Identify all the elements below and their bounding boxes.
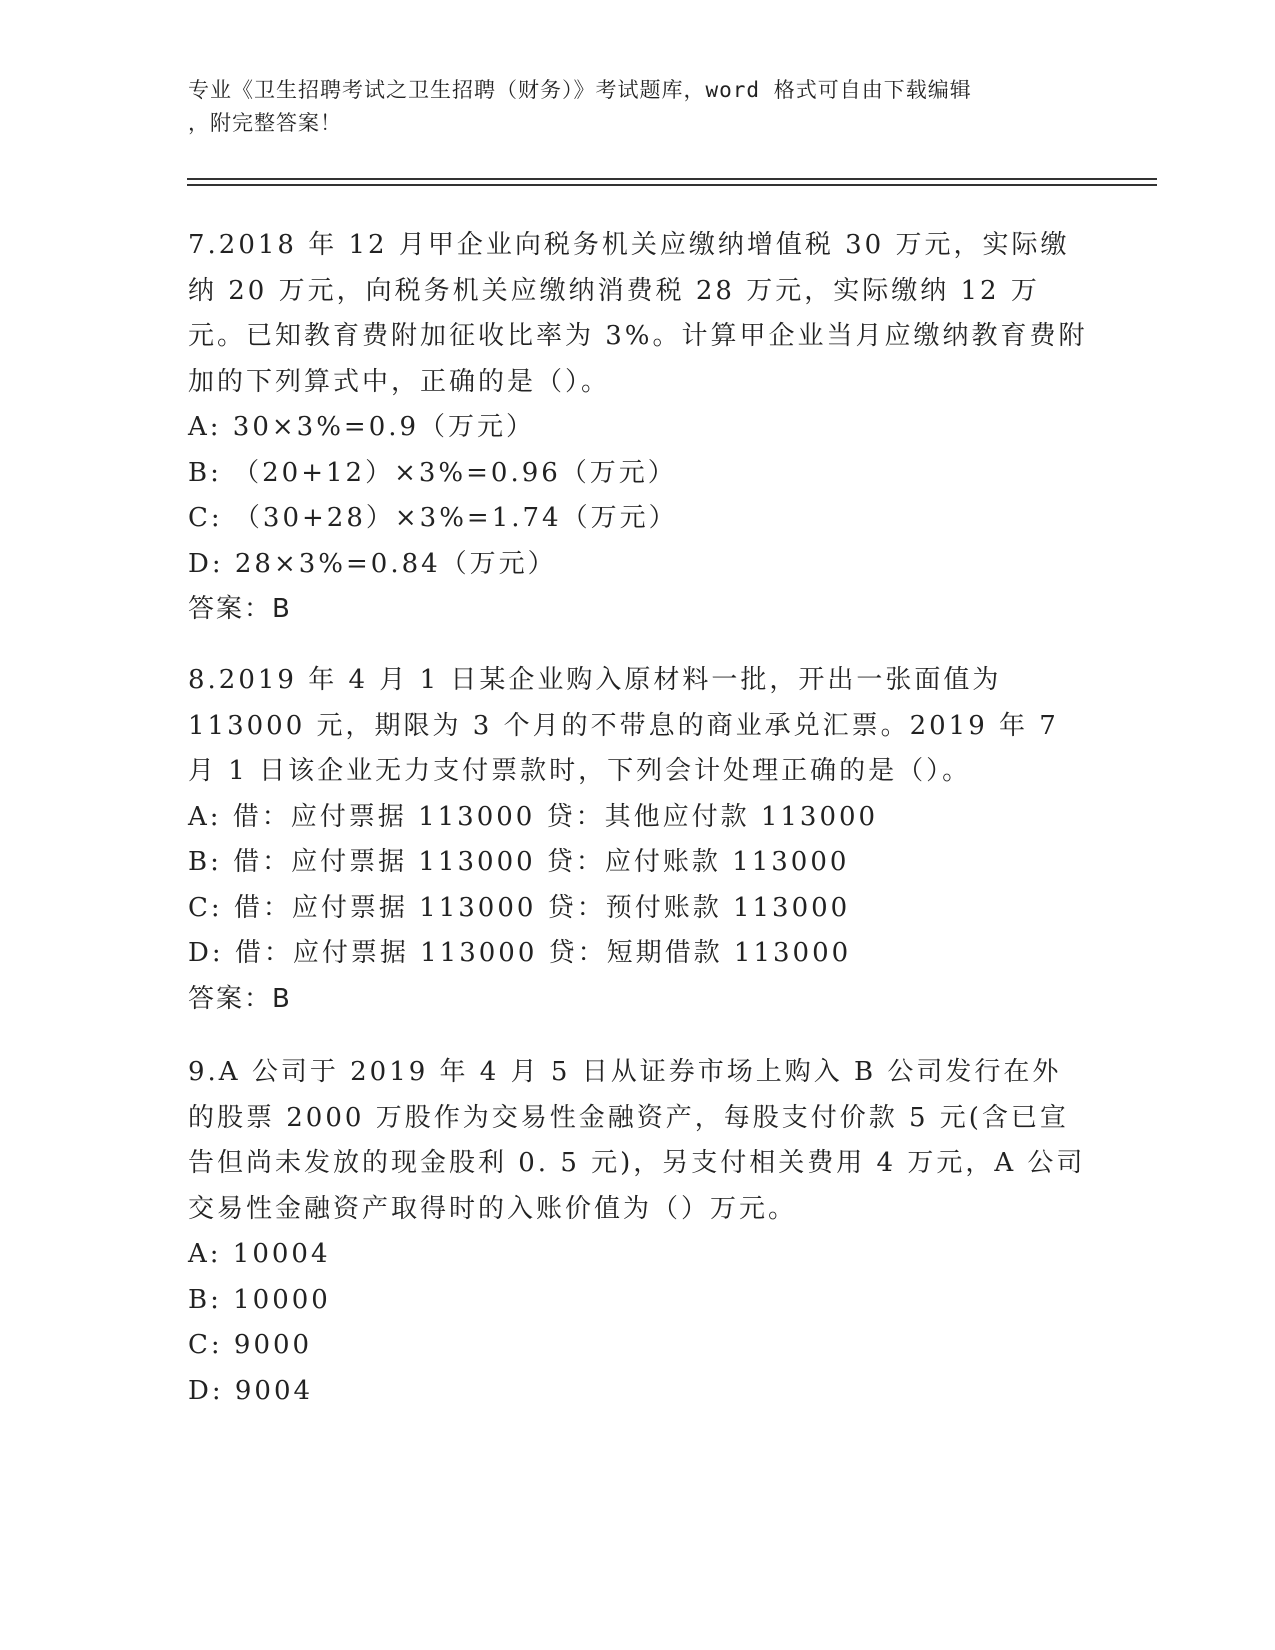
option-b: B: 借：应付票据 113000 贷：应付账款 113000 (188, 847, 850, 877)
header-line-1: 专业《卫生招聘考试之卫生招聘（财务）》考试题库，word 格式可自由下载编辑 (188, 78, 972, 102)
question-9 (188, 1050, 1088, 1414)
option-d: D: 借：应付票据 113000 贷：短期借款 113000 (188, 938, 852, 968)
question-stem: 7.2018 年 12 月甲企业向税务机关应缴纳增值税 30 万元，实际缴纳 20 万元，向税务机关应缴纳消费税 28 万元，实际缴纳 12 万元。已知教育费附加征收比率为 3%。计算甲企业当月应缴纳教育费附加的下列算式中，正确的是（）。 (188, 230, 1088, 397)
header-divider-top (187, 178, 1157, 180)
question-8 (188, 658, 1088, 1022)
answer-label: 答案：B (188, 594, 292, 624)
option-d: D: 28×3%=0.84（万元） (188, 548, 557, 579)
option-b: B: 10000 (188, 1284, 331, 1315)
question-7 (188, 223, 1088, 633)
option-d: D: 9004 (188, 1375, 314, 1406)
option-c: C: 9000 (188, 1330, 313, 1360)
option-b: B: （20+12）×3%=0.96（万元） (188, 457, 677, 488)
option-a: A: 30×3%=0.9（万元） (188, 412, 536, 442)
option-c: C: （30+28）×3%=1.74（万元） (188, 503, 678, 533)
question-stem: 8.2019 年 4 月 1 日某企业购入原材料一批，开出一张面值为 113000 元，期限为 3 个月的不带息的商业承兑汇票。2019 年 7 月 1 日该企业无力支付票款时，下列会计处理正确的是（）。 (188, 665, 1059, 786)
header-line-2: ，附完整答案！ (188, 111, 342, 135)
document-header (188, 74, 1068, 140)
answer-label: 答案：B (188, 983, 292, 1014)
option-a: A: 借：应付票据 113000 贷：其他应付款 113000 (188, 801, 879, 832)
header-divider-bottom (187, 184, 1157, 186)
option-a: A: 10004 (188, 1239, 331, 1269)
question-stem: 9.A 公司于 2019 年 4 月 5 日从证券市场上购入 B 公司发行在外的股票 2000 万股作为交易性金融资产，每股支付价款 5 元(含已宣告但尚未发放的现金股利 0. 5 元)，另支付相关费用 4 万元，A 公司交易性金融资产取得时的入账价值为（）万元。 (188, 1057, 1086, 1224)
option-c: C: 借：应付票据 113000 贷：预付账款 113000 (188, 892, 851, 923)
